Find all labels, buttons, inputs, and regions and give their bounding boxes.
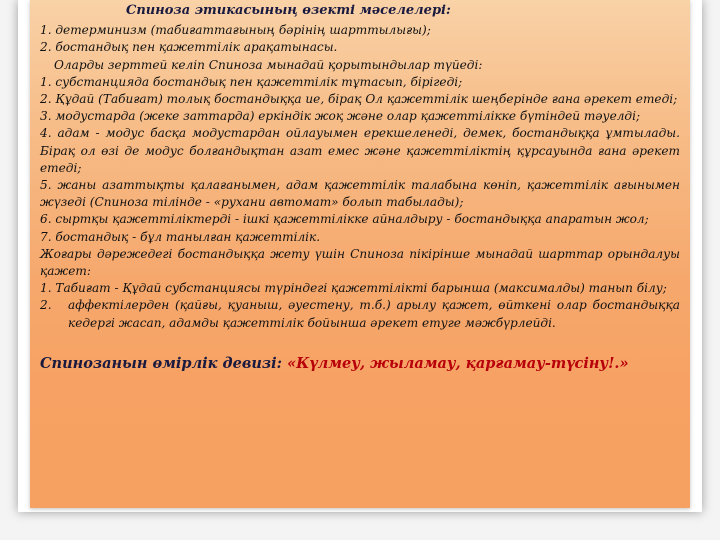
paragraph-5: 2. Құдай (Табиғат) толық бостандыққа ие, бірақ Ол қажеттілік шеңберінде ғана әрекет етеді; bbox=[40, 92, 678, 107]
motto bbox=[40, 355, 680, 372]
paragraph-11: Жоғары дәрежедегі бостандыққа жету үшін Спиноза пікірінше мынадай шарттар орындалуы қажет: bbox=[40, 246, 680, 279]
spacer bbox=[40, 332, 680, 349]
paragraph-9: 6. сыртқы қажеттіліктерді - ішкі қажеттілікке айналдыру - бостандыққа апаратын жол; bbox=[40, 212, 649, 227]
list-item bbox=[40, 297, 680, 331]
list-item-text: аффектілерден (қайғы, қуаныш, әуестену, т.б.) арылу қажет, өйткені олар бостандыққа кедергі жасап, адамды қажеттілік бойынша әрекет етуге мәжбүрлейді. bbox=[68, 298, 680, 330]
paragraph-3: Оларды зерттей келіп Спиноза мынадай қорытындылар түйеді: bbox=[54, 57, 483, 72]
paragraph-4: 1. субстанцияда бостандық пен қажеттілік тұтасып, бірігеді; bbox=[40, 74, 463, 89]
paragraph-10: 7. бостандық - бұл танылған қажеттілік. bbox=[40, 229, 321, 244]
paragraph-7: 4. адам - модус басқа модустардан ойлауымен ерекшеленеді, демек, бостандыққа ұмтылады. Бірақ ол өзі де модус болғандықтан азат емес және қажеттіліктің құрсауында ғана әрекет етеді; bbox=[40, 126, 680, 175]
list-item-number: 2. bbox=[40, 298, 52, 313]
slide-title: Спиноза этикасының өзекті мәселелері: bbox=[126, 3, 451, 18]
paragraph-8: 5. жаны азаттықты қалағанымен, адам қажеттілік талабына көніп, қажеттілік ағынымен жүзеді (Спиноза тілінде - «рухани автомат» болып табылады); bbox=[40, 178, 680, 210]
paragraph-12: 1. Табиғат - Құдай субстанциясы түріндегі қажеттілікті барынша (максималды) танып білу; bbox=[40, 281, 667, 296]
slide-content bbox=[40, 2, 680, 372]
paragraph-2: 2. бостандық пен қажеттілік арақатынасы. bbox=[40, 40, 338, 55]
paragraph-6: 3. модустарда (жеке заттарда) еркіндік жоқ және олар қажеттілікке бүтіндей тәуелді; bbox=[40, 109, 641, 124]
paragraph-1: 1. детерминизм (табиғаттағының бәрінің шарттылығы); bbox=[40, 23, 431, 38]
motto-label: Спинозанын өмірлік девизі: bbox=[40, 354, 283, 372]
motto-quote: «Күлмеу, жыламау, қарғамау-түсіну!.» bbox=[287, 354, 629, 372]
